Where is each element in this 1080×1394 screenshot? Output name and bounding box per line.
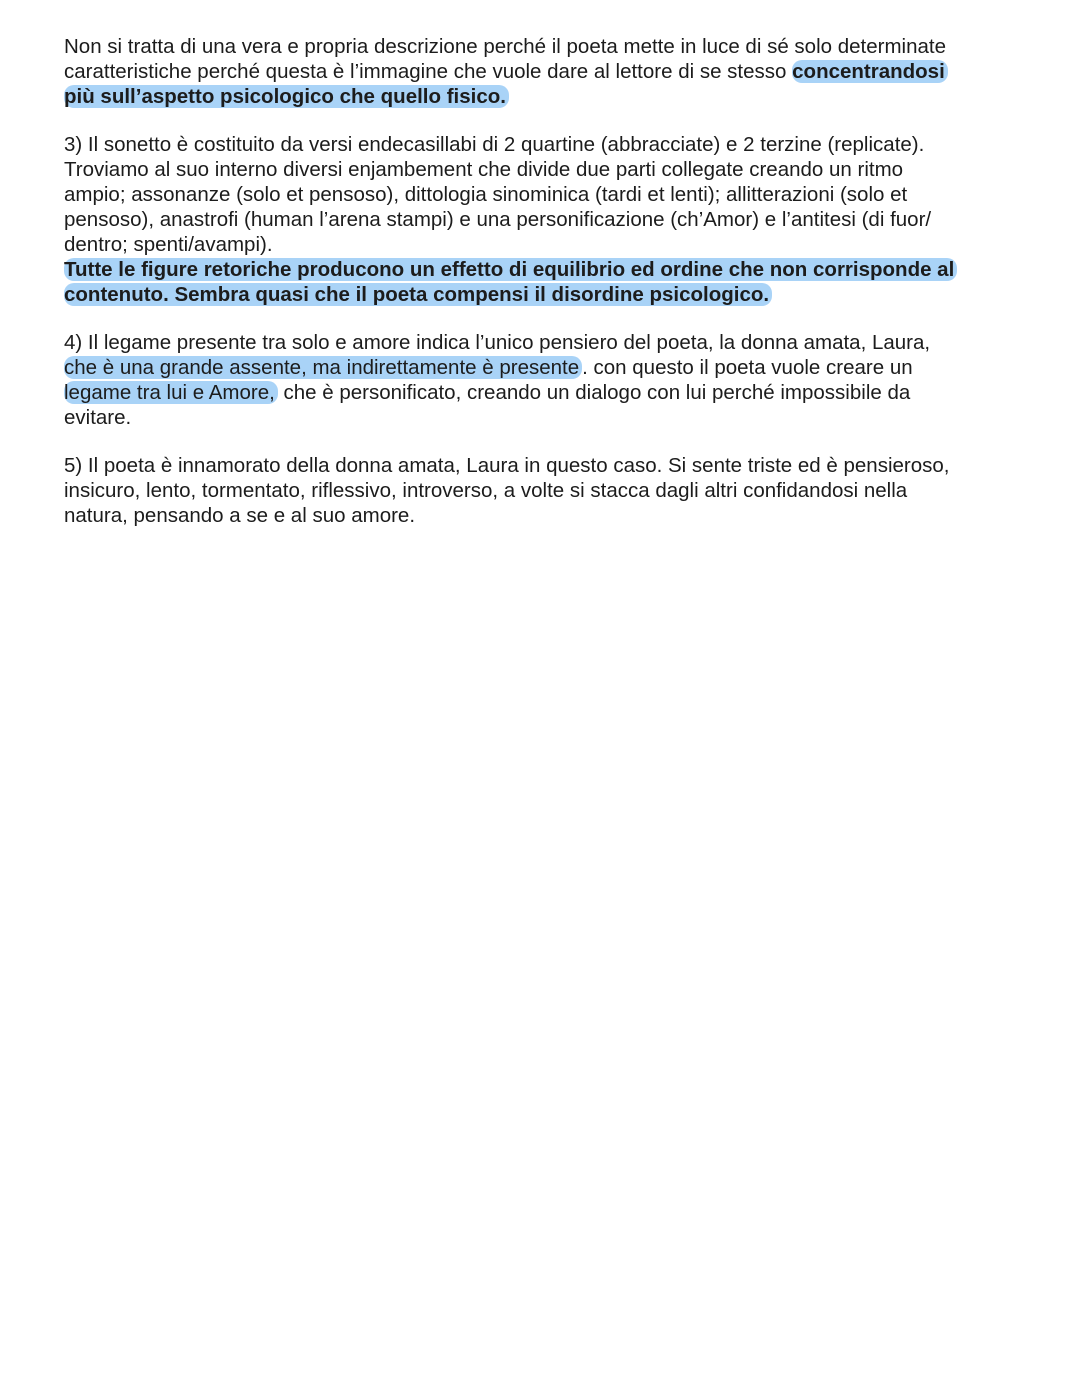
text-line <box>64 84 1034 109</box>
paragraph-answer-4 <box>64 330 1034 430</box>
highlighted-text: legame tra lui e Amore, <box>64 381 278 404</box>
text-line: 5) Il poeta è innamorato della donna amata, Laura in questo caso. Si sente triste ed è pensieroso, <box>64 454 950 477</box>
text-line: 4) Il legame presente tra solo e amore indica l’unico pensiero del poeta, la donna amata, Laura, <box>64 331 931 354</box>
highlighted-bold-text: contenuto. Sembra quasi che il poeta compensi il disordine psicologico. <box>64 283 772 306</box>
text-line <box>64 59 1034 84</box>
text-run: . con questo il poeta vuole creare un <box>582 356 913 379</box>
text-run: caratteristiche perché questa è l’immagine che vuole dare al lettore di se stesso <box>64 60 793 83</box>
paragraph-answer-3 <box>64 132 1034 307</box>
paragraph-description <box>64 34 1034 109</box>
text-line: dentro; spenti/avampi). <box>64 233 273 256</box>
text-line: ampio; assonanze (solo et pensoso), dittologia sinominica (tardi et lenti); allitterazioni (solo et <box>64 183 908 206</box>
text-line: pensoso), anastrofi (human l’arena stampi) e una personificazione (ch’Amor) e l’antitesi (di fuor/ <box>64 208 932 231</box>
document-page <box>64 34 1034 551</box>
text-line <box>64 257 1034 282</box>
highlighted-text: che è una grande assente, ma indirettamente è presente <box>64 356 582 379</box>
text-line: insicuro, lento, tormentato, riflessivo, introverso, a volte si stacca dagli altri confidandosi nella <box>64 479 908 502</box>
highlighted-bold-text: concentrandosi <box>792 60 948 83</box>
text-line: Troviamo al suo interno diversi enjambement che divide due parti collegate creando un ritmo <box>64 158 904 181</box>
text-line: 3) Il sonetto è costituito da versi endecasillabi di 2 quartine (abbracciate) e 2 terzine (replicate). <box>64 133 925 156</box>
highlighted-bold-text: Tutte le figure retoriche producono un effetto di equilibrio ed ordine che non corrisponde al <box>64 258 957 281</box>
text-line <box>64 282 1034 307</box>
text-line <box>64 380 1034 405</box>
text-line: evitare. <box>64 406 132 429</box>
highlighted-bold-text: più sull’aspetto psicologico che quello fisico. <box>64 85 509 108</box>
paragraph-answer-5 <box>64 453 1034 528</box>
text-line: natura, pensando a se e al suo amore. <box>64 504 416 527</box>
text-line <box>64 355 1034 380</box>
text-line: Non si tratta di una vera e propria descrizione perché il poeta mette in luce di sé solo determinate <box>64 35 946 58</box>
text-run: che è personificato, creando un dialogo con lui perché impossibile da <box>277 381 911 404</box>
